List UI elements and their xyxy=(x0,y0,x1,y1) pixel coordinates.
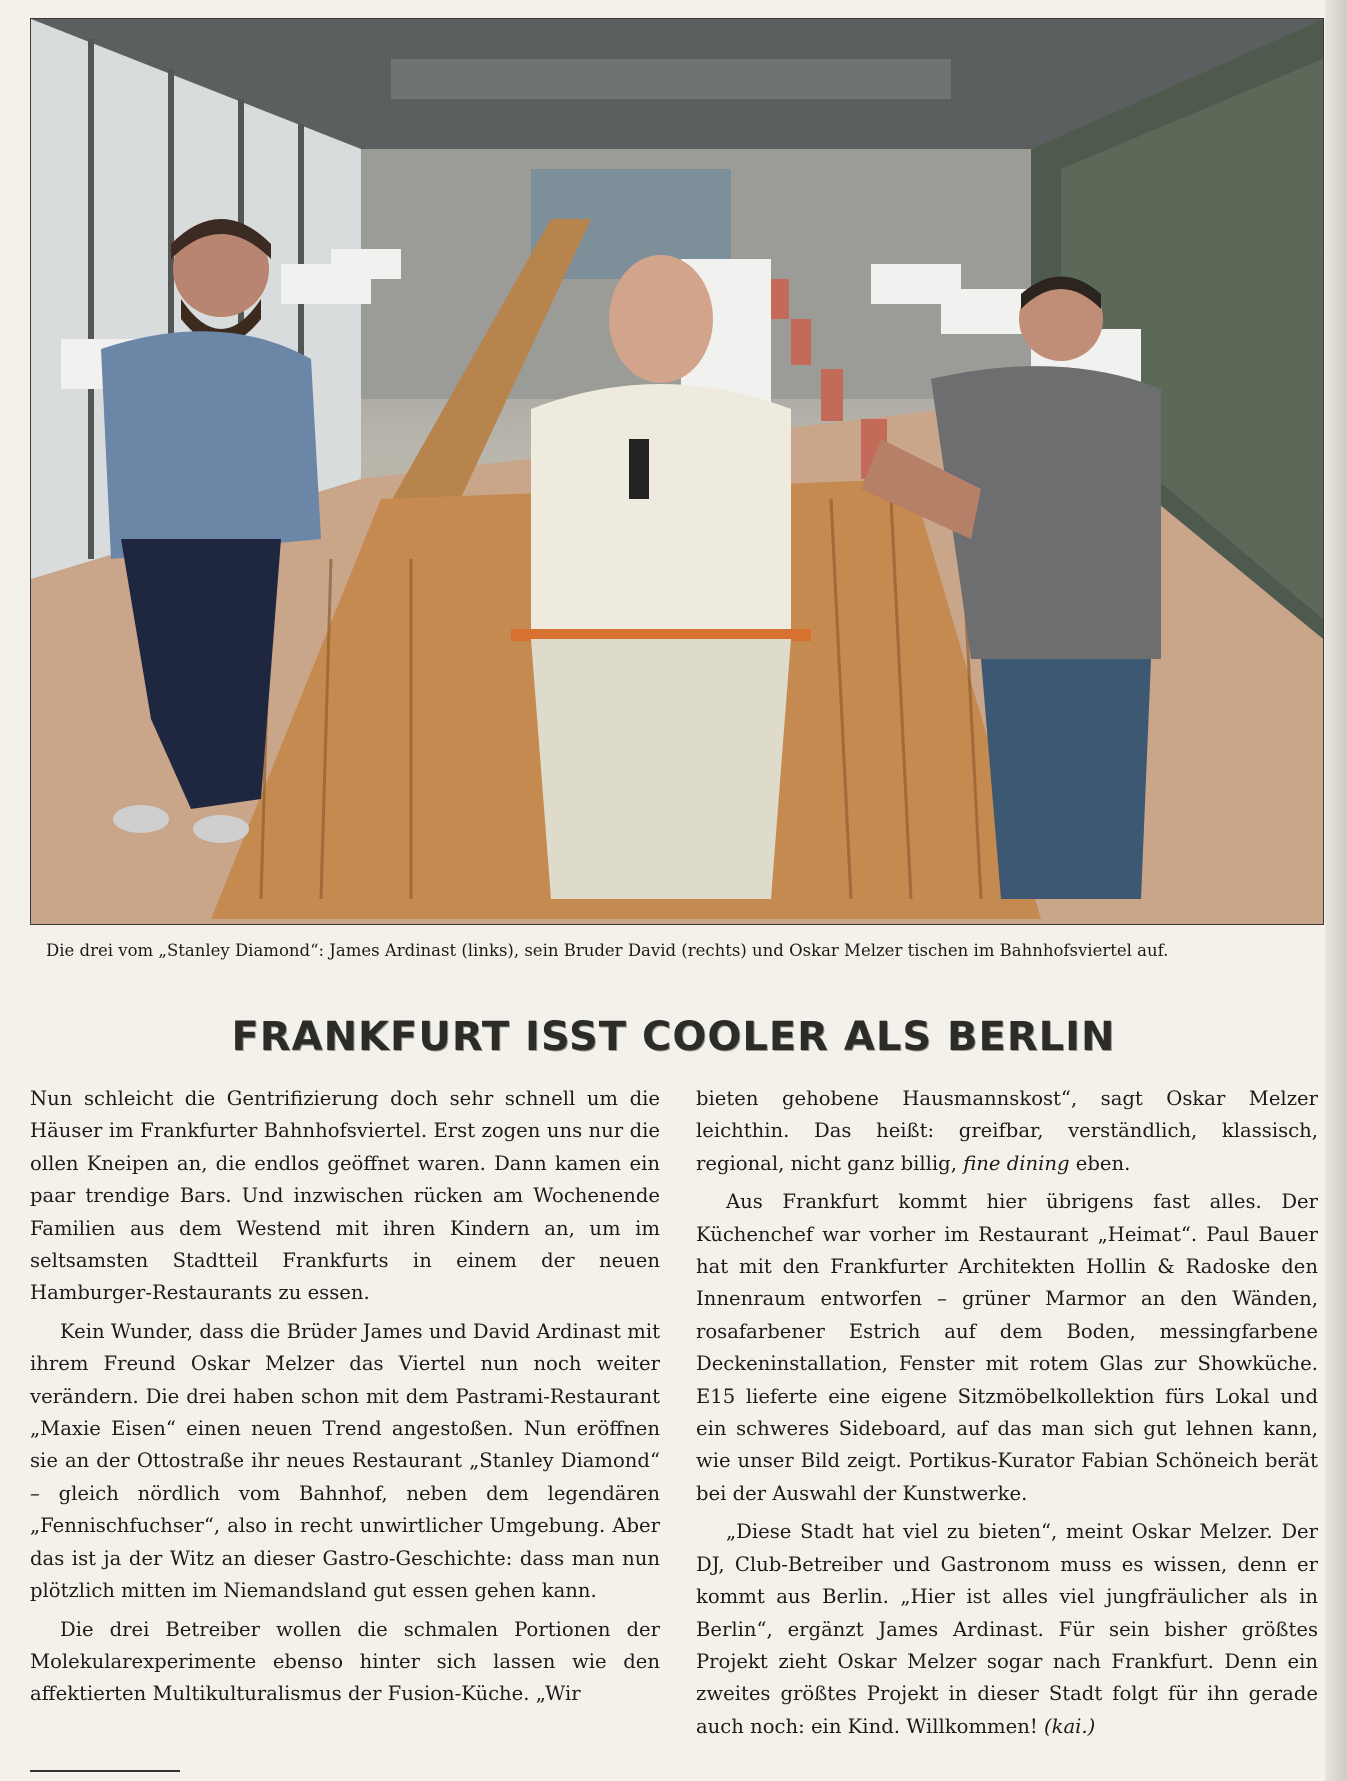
right-paragraph-1-end: eben. xyxy=(1069,1151,1131,1175)
photo-caption: Die drei vom „Stanley Diamond“: James Ardinast (links), sein Bruder David (rechts) und Oskar Melzer tischen im Bahnhofsviertel auf. xyxy=(46,941,1169,960)
left-paragraph-1: Nun schleicht die Gentrifizierung doch sehr schnell um die Häuser im Frankfurter Bahnhofsviertel. Erst zogen uns nur die ollen Kneipen an, die endlos geöffnet waren. Dann kamen ein paar trendige Bars. Und inzwischen rücken am Wochenende Familien aus dem Westend mit ihren Kindern an, um im seltsamsten Stadtteil Frankfurts in einem der neuen Hamburger-Restaurants zu essen. xyxy=(30,1087,660,1305)
right-paragraph-1-emphasis: fine dining xyxy=(963,1151,1070,1175)
right-paragraph-1-text: bieten gehobene Hausmannskost“, sagt Oskar Melzer leichthin. Das heißt: greifbar, verständlich, klassisch, regional, nicht ganz billig, xyxy=(696,1087,1318,1175)
bottom-rule xyxy=(30,1770,180,1772)
right-column xyxy=(696,1083,1318,1749)
article-headline: FRANKFURT ISST COOLER ALS BERLIN xyxy=(231,1014,1116,1060)
right-paragraph-3-text: „Diese Stadt hat viel zu bieten“, meint Oskar Melzer. Der DJ, Club-Betreiber und Gastronom muss es wissen, denn er kommt aus Berlin. „Hier ist alles viel jungfräulicher als in Berlin“, ergänzt James Ardinast. Für sein bisher größtes Projekt zieht Oskar Melzer sogar nach Frankfurt. Denn ein zweites größtes Projekt in dieser Stadt folgt für ihn gerade auch noch: ein Kind. Willkommen! xyxy=(696,1520,1318,1738)
right-paragraph-2: Aus Frankfurt kommt hier übrigens fast alles. Der Küchenchef war vorher im Restaurant „Heimat“. Paul Bauer hat mit den Frankfurter Architekten Hollin & Radoske den Innenraum entworfen – grüner Marmor an den Wänden, rosafarbener Estrich auf dem Boden, messingfarbene Deckeninstallation, Fenster mit rotem Glas zur Showküche. E15 lieferte eine eigene Sitzmöbelkollektion fürs Lokal und ein schweres Sideboard, auf das man sich gut lehnen kann, wie unser Bild zeigt. Portikus-Kurator Fabian Schöneich berät bei der Auswahl der Kunstwerke. xyxy=(696,1190,1318,1505)
right-paragraph-3 xyxy=(696,1516,1318,1743)
restaurant-photo-illustration xyxy=(31,19,1323,924)
page-edge-shadow xyxy=(1325,0,1347,1781)
left-paragraph-3: Die drei Betreiber wollen die schmalen Portionen der Molekularexperimente ebenso hinter sich lassen wie den affektierten Multikulturalismus der Fusion-Küche. „Wir xyxy=(30,1617,660,1706)
left-paragraph-2: Kein Wunder, dass die Brüder James und David Ardinast mit ihrem Freund Oskar Melzer das Viertel nun noch weiter verändern. Die drei haben schon mit dem Pastrami-Restaurant „Maxie Eisen“ einen neuen Trend angestoßen. Nun eröffnen sie an der Ottostraße ihr neues Restaurant „Stanley Diamond“ – gleich nördlich vom Bahnhof, neben dem legendären „Fennischfuchser“, also in recht unwirtlicher Umgebung. Aber das ist ja der Witz an dieser Gastro-Geschichte: dass man nun plötzlich mitten im Niemandsland gut essen gehen kann. xyxy=(30,1319,660,1603)
author-signature: (kai.) xyxy=(1043,1714,1096,1738)
right-paragraph-1 xyxy=(696,1083,1318,1180)
article-photo xyxy=(30,18,1324,925)
left-column xyxy=(30,1083,660,1717)
